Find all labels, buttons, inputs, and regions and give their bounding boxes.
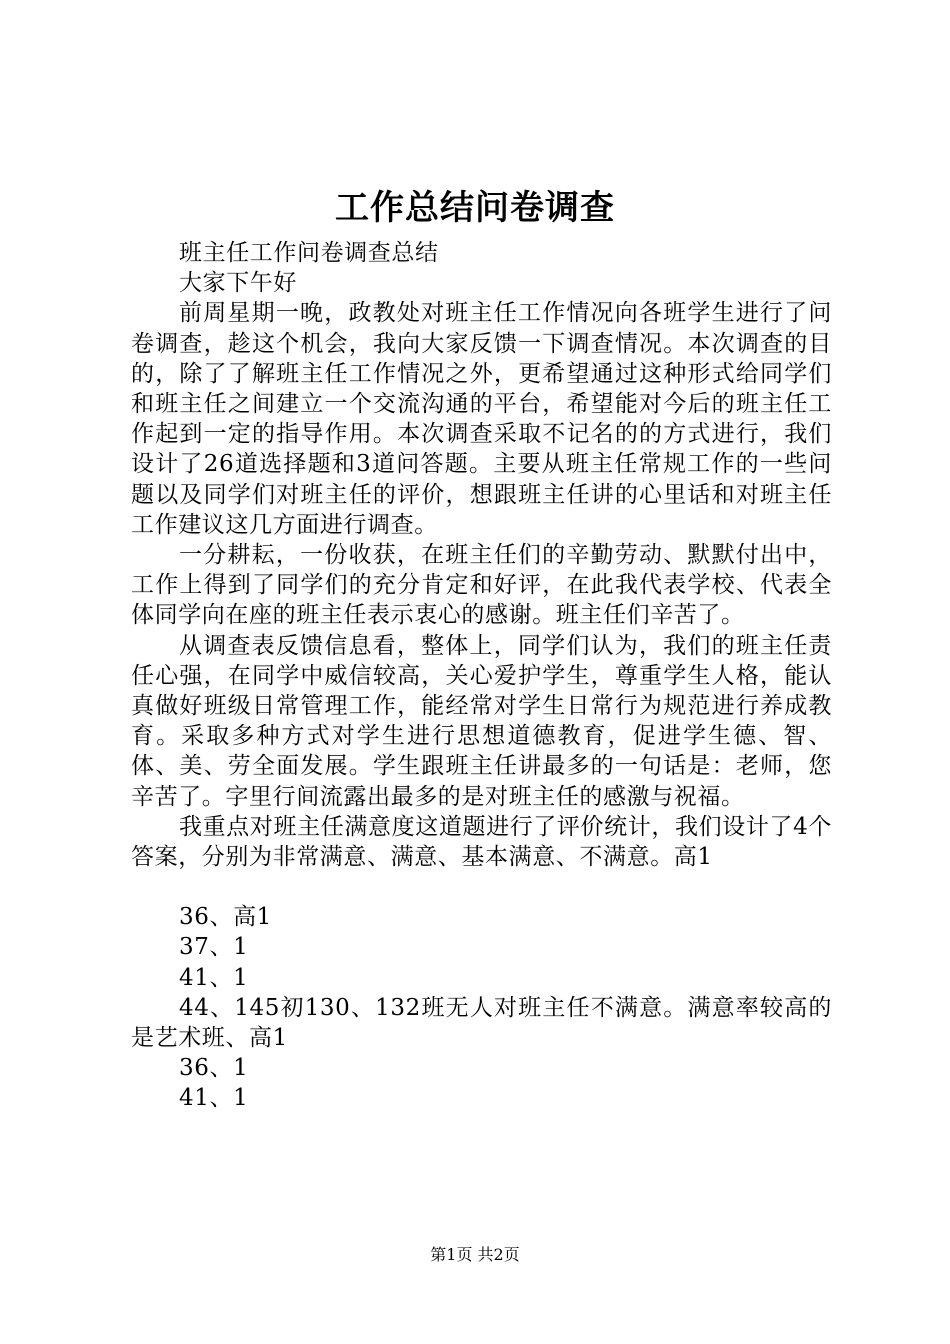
paragraph-feedback-summary: 从调查表反馈信息看，整体上，同学们认为，我们的班主任责任心强，在同学中威信较高，关心爱护学生，尊重学生人格，能认真做好班级日常管理工作，能经常对学生日常行为规范进行养成教育。采取多种方式对学生进行思想道德教育，促进学生德、智、体、美、劳全面发展。学生跟班主任讲最多的一句话是：老师，您辛苦了。字里行间流露出最多的是对班主任的感激与祝福。 bbox=[131, 632, 832, 810]
paragraph-thanks: 一分耕耘，一份收获，在班主任们的辛勤劳动、默默付出中，工作上得到了同学们的充分肯定和好评，在此我代表学校、代表全体同学向在座的班主任表示衷心的感谢。班主任们辛苦了。 bbox=[131, 542, 832, 629]
paragraph-class-item: 41、1 bbox=[179, 964, 249, 991]
paragraph-greeting: 大家下午好 bbox=[179, 270, 297, 297]
paragraph-class-item: 36、高1 bbox=[179, 904, 272, 931]
document-body bbox=[131, 238, 832, 1114]
paragraph-class-item: 41、1 bbox=[179, 1085, 249, 1112]
page-number-footer: 第1页 共2页 bbox=[430, 1245, 520, 1264]
paragraph-satisfaction-stats: 我重点对班主任满意度这道题进行了评价统计，我们设计了4个答案，分别为非常满意、满意、基本满意、不满意。高1 bbox=[131, 813, 832, 871]
paragraph-subtitle: 班主任工作问卷调查总结 bbox=[179, 240, 439, 266]
paragraph-class-item: 37、1 bbox=[179, 934, 249, 961]
paragraph-gap bbox=[131, 872, 832, 902]
paragraph-class-item: 36、1 bbox=[179, 1055, 249, 1082]
paragraph-survey-intro: 前周星期一晚，政教处对班主任工作情况向各班学生进行了问卷调查，趁这个机会，我向大家反馈一下调查情况。本次调查的目的，除了了解班主任工作情况之外，更希望通过这种形式给同学们和班主任之间建立一个交流沟通的平台，希望能对今后的班主任工作起到一定的指导作用。本次调查采取不记名的的方式进行，我们设计了26道选择题和3道问答题。主要从班主任常规工作的一些问题以及同学们对班主任的评价，想跟班主任讲的心里话和对班主任工作建议这几方面进行调查。 bbox=[131, 300, 832, 538]
document-title: 工作总结问卷调查 bbox=[335, 188, 615, 228]
paragraph-class-item: 44、145初130、132班无人对班主任不满意。满意率较高的是艺术班、高1 bbox=[131, 994, 832, 1052]
